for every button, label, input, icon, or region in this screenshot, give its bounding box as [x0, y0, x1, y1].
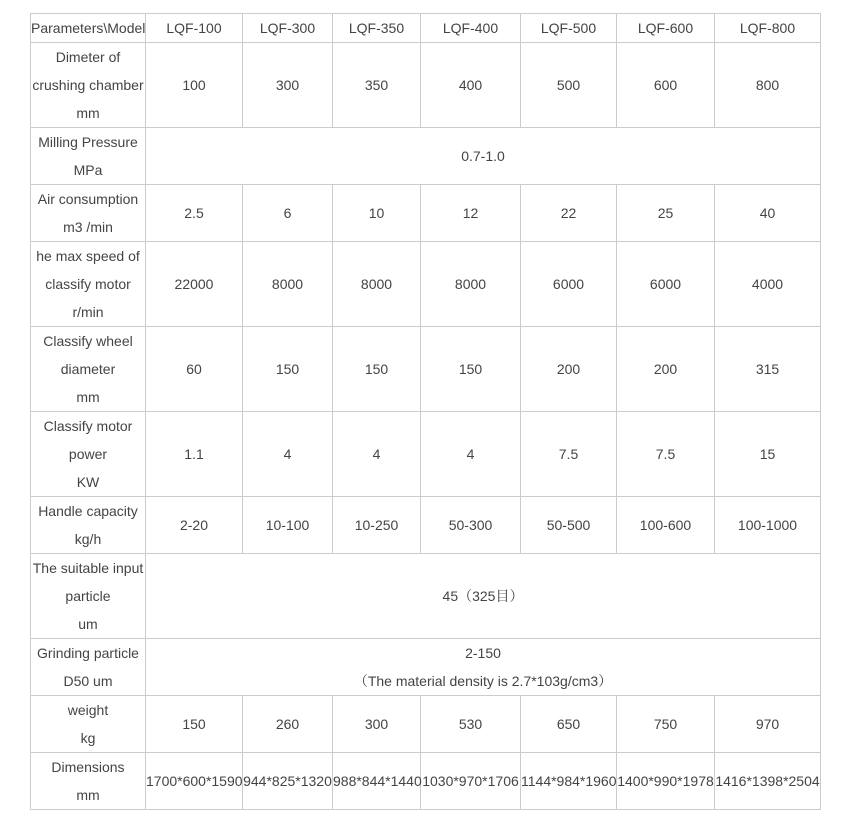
table-cell: 1144*984*1960	[521, 753, 617, 810]
table-cell: 944*825*1320	[243, 753, 333, 810]
table-cell: 6000	[617, 242, 715, 327]
row-label	[31, 412, 146, 497]
table-cell: 25	[617, 185, 715, 242]
row-label-line: D50 um	[63, 673, 113, 689]
table-row	[31, 242, 821, 327]
table-cell: 10	[333, 185, 421, 242]
table-row	[31, 185, 821, 242]
row-label	[31, 753, 146, 810]
row-label-line: MPa	[73, 162, 103, 178]
row-label	[31, 128, 146, 185]
table-cell: 1416*1398*2504	[715, 753, 821, 810]
table-cell: 22000	[146, 242, 243, 327]
table-cell: 530	[421, 696, 521, 753]
row-label-line: classify motor	[45, 276, 131, 292]
header-param-label: Parameters\Model	[31, 14, 146, 43]
table-cell: 150	[146, 696, 243, 753]
row-label-line: he max speed of	[36, 248, 140, 264]
row-label-line: um	[78, 616, 98, 632]
table-row	[31, 412, 821, 497]
row-label	[31, 43, 146, 128]
merged-cell-note: （The material density is 2.7*103g/cm3）	[353, 673, 613, 689]
row-label	[31, 497, 146, 554]
merged-cell: 0.7-1.0	[146, 128, 821, 185]
header-model: LQF-400	[421, 14, 521, 43]
table-cell: 2-20	[146, 497, 243, 554]
table-cell: 600	[617, 43, 715, 128]
row-label	[31, 327, 146, 412]
header-model: LQF-600	[617, 14, 715, 43]
merged-cell-line: 2-150	[465, 645, 501, 661]
table-cell: 10-250	[333, 497, 421, 554]
table-cell: 970	[715, 696, 821, 753]
table-cell: 1700*600*1590	[146, 753, 243, 810]
table-cell: 1400*990*1978	[617, 753, 715, 810]
table-cell: 100-600	[617, 497, 715, 554]
row-label-line: mm	[76, 389, 100, 405]
row-label-line: Handle capacity	[38, 503, 138, 519]
table-cell: 300	[333, 696, 421, 753]
table-cell: 4	[421, 412, 521, 497]
table-cell: 4000	[715, 242, 821, 327]
row-label-line: mm	[76, 105, 100, 121]
table-cell: 315	[715, 327, 821, 412]
table-cell: 7.5	[617, 412, 715, 497]
row-label-line: power	[68, 446, 108, 462]
table-cell: 22	[521, 185, 617, 242]
table-row	[31, 497, 821, 554]
row-label-line: weight	[67, 702, 109, 718]
header-model: LQF-300	[243, 14, 333, 43]
row-label-line: Air consumption	[37, 191, 139, 207]
header-model: LQF-350	[333, 14, 421, 43]
row-label-line: Dimensions	[51, 759, 125, 775]
table-cell: 6000	[521, 242, 617, 327]
merged-cell	[146, 639, 821, 696]
table-cell: 60	[146, 327, 243, 412]
row-label-line: Classify wheel	[43, 333, 133, 349]
row-label-line: Grinding particle	[37, 645, 139, 661]
table-cell: 988*844*1440	[333, 753, 421, 810]
table-cell: 400	[421, 43, 521, 128]
table-cell: 8000	[243, 242, 333, 327]
row-label-line: Milling Pressure	[38, 134, 138, 150]
table-cell: 300	[243, 43, 333, 128]
table-cell: 1.1	[146, 412, 243, 497]
table-row	[31, 753, 821, 810]
row-label-line: r/min	[72, 304, 104, 320]
table-cell: 350	[333, 43, 421, 128]
table-row	[31, 639, 821, 696]
table-cell: 650	[521, 696, 617, 753]
table-cell: 4	[333, 412, 421, 497]
row-label-line: kg/h	[74, 531, 102, 547]
table-cell: 7.5	[521, 412, 617, 497]
table-cell: 2.5	[146, 185, 243, 242]
table-cell: 150	[243, 327, 333, 412]
header-row	[31, 14, 821, 43]
merged-cell: 45（325目）	[146, 554, 821, 639]
row-label	[31, 639, 146, 696]
row-label-line: m3 /min	[63, 219, 113, 235]
table-row	[31, 128, 821, 185]
table-cell: 100-1000	[715, 497, 821, 554]
row-label-line: mm	[76, 787, 100, 803]
row-label	[31, 696, 146, 753]
row-label	[31, 242, 146, 327]
table-cell: 6	[243, 185, 333, 242]
row-label-line: kg	[80, 730, 96, 746]
specifications-table	[30, 13, 821, 810]
table-row	[31, 43, 821, 128]
table-cell: 40	[715, 185, 821, 242]
row-label	[31, 185, 146, 242]
table-cell: 10-100	[243, 497, 333, 554]
row-label-line: KW	[76, 474, 100, 490]
table-cell: 1030*970*1706	[421, 753, 521, 810]
header-model: LQF-800	[715, 14, 821, 43]
table-cell: 500	[521, 43, 617, 128]
row-label-line: crushing chamber	[32, 77, 144, 93]
header-model: LQF-500	[521, 14, 617, 43]
table-cell: 15	[715, 412, 821, 497]
table-cell: 50-500	[521, 497, 617, 554]
table-cell: 150	[333, 327, 421, 412]
table-cell: 260	[243, 696, 333, 753]
table-cell: 100	[146, 43, 243, 128]
table-cell: 12	[421, 185, 521, 242]
row-label	[31, 554, 146, 639]
row-label-line: Dimeter of	[55, 49, 121, 65]
table-cell: 8000	[421, 242, 521, 327]
table-cell: 200	[617, 327, 715, 412]
row-label-line: diameter	[60, 361, 116, 377]
table-row	[31, 327, 821, 412]
header-model: LQF-100	[146, 14, 243, 43]
table-cell: 200	[521, 327, 617, 412]
row-label-line: The suitable input	[32, 560, 144, 576]
table-cell: 8000	[333, 242, 421, 327]
row-label-line: particle	[65, 588, 111, 604]
table-cell: 150	[421, 327, 521, 412]
row-label-line: Classify motor	[43, 418, 133, 434]
table-row	[31, 696, 821, 753]
table-cell: 50-300	[421, 497, 521, 554]
table-cell: 4	[243, 412, 333, 497]
table-cell: 750	[617, 696, 715, 753]
table-cell: 800	[715, 43, 821, 128]
table-row	[31, 554, 821, 639]
